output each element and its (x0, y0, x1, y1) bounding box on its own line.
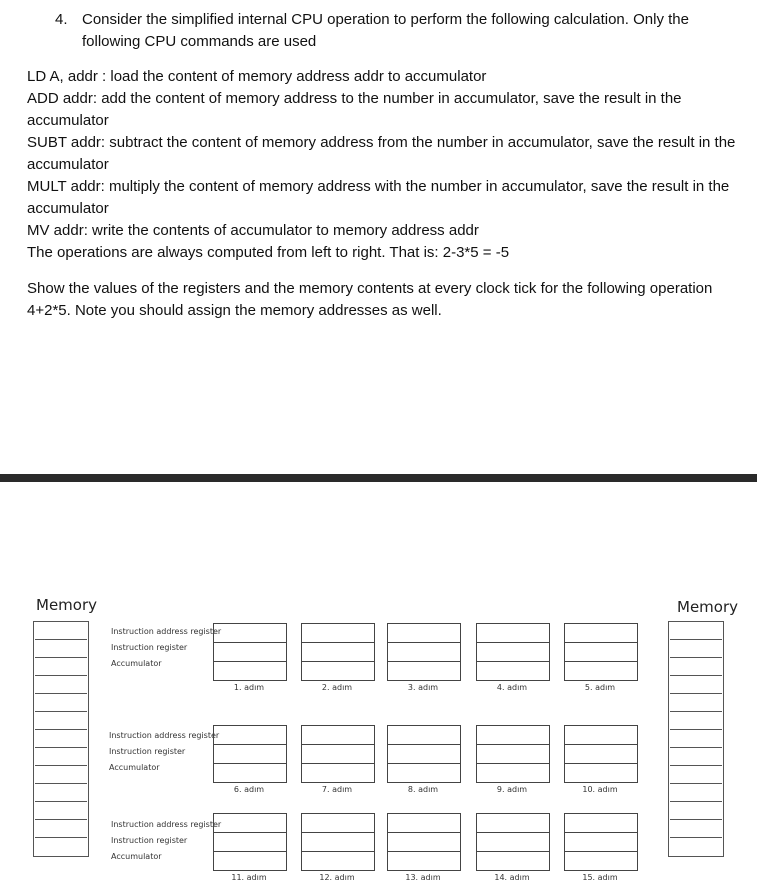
register-cell[interactable] (388, 745, 460, 764)
step-label: 10. adım (582, 785, 618, 794)
register-stack (213, 623, 287, 681)
memory-cell[interactable] (670, 712, 722, 730)
register-stack (301, 813, 375, 871)
register-stack (301, 725, 375, 783)
memory-column-right (668, 621, 724, 857)
register-cell[interactable] (214, 764, 286, 782)
memory-column-left (33, 621, 89, 857)
step-label: 6. adım (233, 785, 265, 794)
step-label: 14. adım (494, 873, 530, 882)
memory-cell[interactable] (35, 730, 87, 748)
register-cell[interactable] (214, 726, 286, 745)
step-label: 7. adım (321, 785, 353, 794)
register-cell[interactable] (214, 643, 286, 662)
label-accumulator: Accumulator (111, 659, 162, 668)
divider-bar (0, 474, 757, 482)
register-labels-row3 (111, 817, 221, 865)
register-cell[interactable] (565, 624, 637, 643)
register-labels-row1 (111, 624, 221, 672)
memory-cell[interactable] (670, 748, 722, 766)
memory-cell[interactable] (35, 766, 87, 784)
register-cell[interactable] (388, 814, 460, 833)
memory-cell[interactable] (670, 820, 722, 838)
memory-cell[interactable] (35, 802, 87, 820)
question-text: Consider the simplified internal CPU operation to perform the following calculation. Only the following CPU commands are used (82, 11, 689, 50)
memory-cell[interactable] (670, 622, 722, 640)
register-cell[interactable] (565, 662, 637, 680)
register-cell[interactable] (477, 726, 549, 745)
step-label: 15. adım (582, 873, 618, 882)
evaluation-rule: The operations are always computed from left to right. That is: 2-3*5 = -5 (27, 244, 510, 261)
label-accumulator: Accumulator (111, 852, 162, 861)
register-cell[interactable] (388, 852, 460, 870)
register-cell[interactable] (565, 833, 637, 852)
memory-cell[interactable] (670, 658, 722, 676)
register-cell[interactable] (214, 852, 286, 870)
register-cell[interactable] (302, 745, 374, 764)
memory-cell[interactable] (670, 676, 722, 694)
task-text: Show the values of the registers and the memory contents at every clock tick for the following operation 4+2*5. Note you should assign the memory addresses as well. (27, 280, 713, 319)
register-stack (301, 623, 375, 681)
command-subt: SUBT addr: subtract the content of memory address from the number in accumulator, save the result in the accumulator (27, 134, 736, 173)
register-stack (564, 725, 638, 783)
register-stack (387, 623, 461, 681)
memory-cell[interactable] (670, 784, 722, 802)
command-mv: MV addr: write the contents of accumulator to memory address addr (27, 222, 479, 239)
register-cell[interactable] (214, 745, 286, 764)
register-cell[interactable] (565, 745, 637, 764)
register-labels-row2 (109, 728, 219, 776)
register-cell[interactable] (388, 833, 460, 852)
register-cell[interactable] (477, 833, 549, 852)
step-label: 9. adım (496, 785, 528, 794)
register-cell[interactable] (302, 852, 374, 870)
memory-cell[interactable] (35, 640, 87, 658)
register-stack (476, 813, 550, 871)
memory-label-left: Memory (36, 596, 98, 614)
register-stack (476, 623, 550, 681)
register-cell[interactable] (214, 814, 286, 833)
register-cell[interactable] (565, 814, 637, 833)
register-stack (476, 725, 550, 783)
register-cell[interactable] (565, 726, 637, 745)
register-cell[interactable] (477, 662, 549, 680)
register-cell[interactable] (302, 662, 374, 680)
register-cell[interactable] (302, 814, 374, 833)
register-cell[interactable] (214, 624, 286, 643)
register-cell[interactable] (302, 726, 374, 745)
memory-cell[interactable] (35, 712, 87, 730)
register-cell[interactable] (214, 662, 286, 680)
label-instruction-address-register: Instruction address register (109, 731, 220, 740)
register-cell[interactable] (388, 764, 460, 782)
register-stack (387, 725, 461, 783)
register-stack (213, 725, 287, 783)
register-cell[interactable] (388, 624, 460, 643)
register-cell[interactable] (477, 764, 549, 782)
step-label: 5. adım (584, 683, 616, 692)
register-cell[interactable] (302, 643, 374, 662)
step-label: 3. adım (407, 683, 439, 692)
memory-cell[interactable] (35, 694, 87, 712)
register-cell[interactable] (565, 852, 637, 870)
register-stack (387, 813, 461, 871)
register-cell[interactable] (302, 833, 374, 852)
register-cell[interactable] (565, 764, 637, 782)
register-cell[interactable] (214, 833, 286, 852)
memory-cell[interactable] (35, 820, 87, 838)
register-cell[interactable] (477, 852, 549, 870)
step-label: 1. adım (233, 683, 265, 692)
label-instruction-register: Instruction register (109, 747, 186, 756)
memory-cell[interactable] (670, 730, 722, 748)
label-instruction-address-register: Instruction address register (111, 820, 222, 829)
step-label: 8. adım (407, 785, 439, 794)
memory-cell[interactable] (670, 640, 722, 658)
register-cell[interactable] (477, 624, 549, 643)
register-cell[interactable] (388, 643, 460, 662)
register-stack (564, 813, 638, 871)
register-stack (564, 623, 638, 681)
label-instruction-register: Instruction register (111, 836, 188, 845)
register-cell[interactable] (388, 662, 460, 680)
register-cell[interactable] (477, 745, 549, 764)
memory-cell[interactable] (35, 748, 87, 766)
step-label: 12. adım (319, 873, 355, 882)
register-cell[interactable] (388, 726, 460, 745)
memory-cell[interactable] (35, 622, 87, 640)
memory-cell[interactable] (670, 766, 722, 784)
memory-cell[interactable] (670, 802, 722, 820)
step-label: 11. adım (231, 873, 267, 882)
command-add: ADD addr: add the content of memory address to the number in accumulator, save the result in the accumulator (27, 90, 682, 129)
label-instruction-register: Instruction register (111, 643, 188, 652)
memory-cell[interactable] (35, 838, 87, 856)
step-label: 2. adım (321, 683, 353, 692)
register-cell[interactable] (565, 643, 637, 662)
memory-cell[interactable] (670, 838, 722, 856)
memory-cell[interactable] (35, 676, 87, 694)
label-accumulator: Accumulator (109, 763, 160, 772)
memory-cell[interactable] (35, 658, 87, 676)
register-cell[interactable] (302, 764, 374, 782)
label-instruction-address-register: Instruction address register (111, 627, 222, 636)
register-cell[interactable] (477, 643, 549, 662)
register-cell[interactable] (477, 814, 549, 833)
memory-cell[interactable] (670, 694, 722, 712)
memory-label-right: Memory (677, 598, 739, 616)
memory-cell[interactable] (35, 784, 87, 802)
command-mult: MULT addr: multiply the content of memory address with the number in accumulator, save the result in the accumulator (27, 178, 730, 217)
register-cell[interactable] (302, 624, 374, 643)
question-number: 4. (55, 11, 68, 28)
command-ld: LD A, addr : load the content of memory address addr to accumulator (27, 68, 487, 85)
register-stack (213, 813, 287, 871)
step-label: 13. adım (405, 873, 441, 882)
step-label: 4. adım (496, 683, 528, 692)
